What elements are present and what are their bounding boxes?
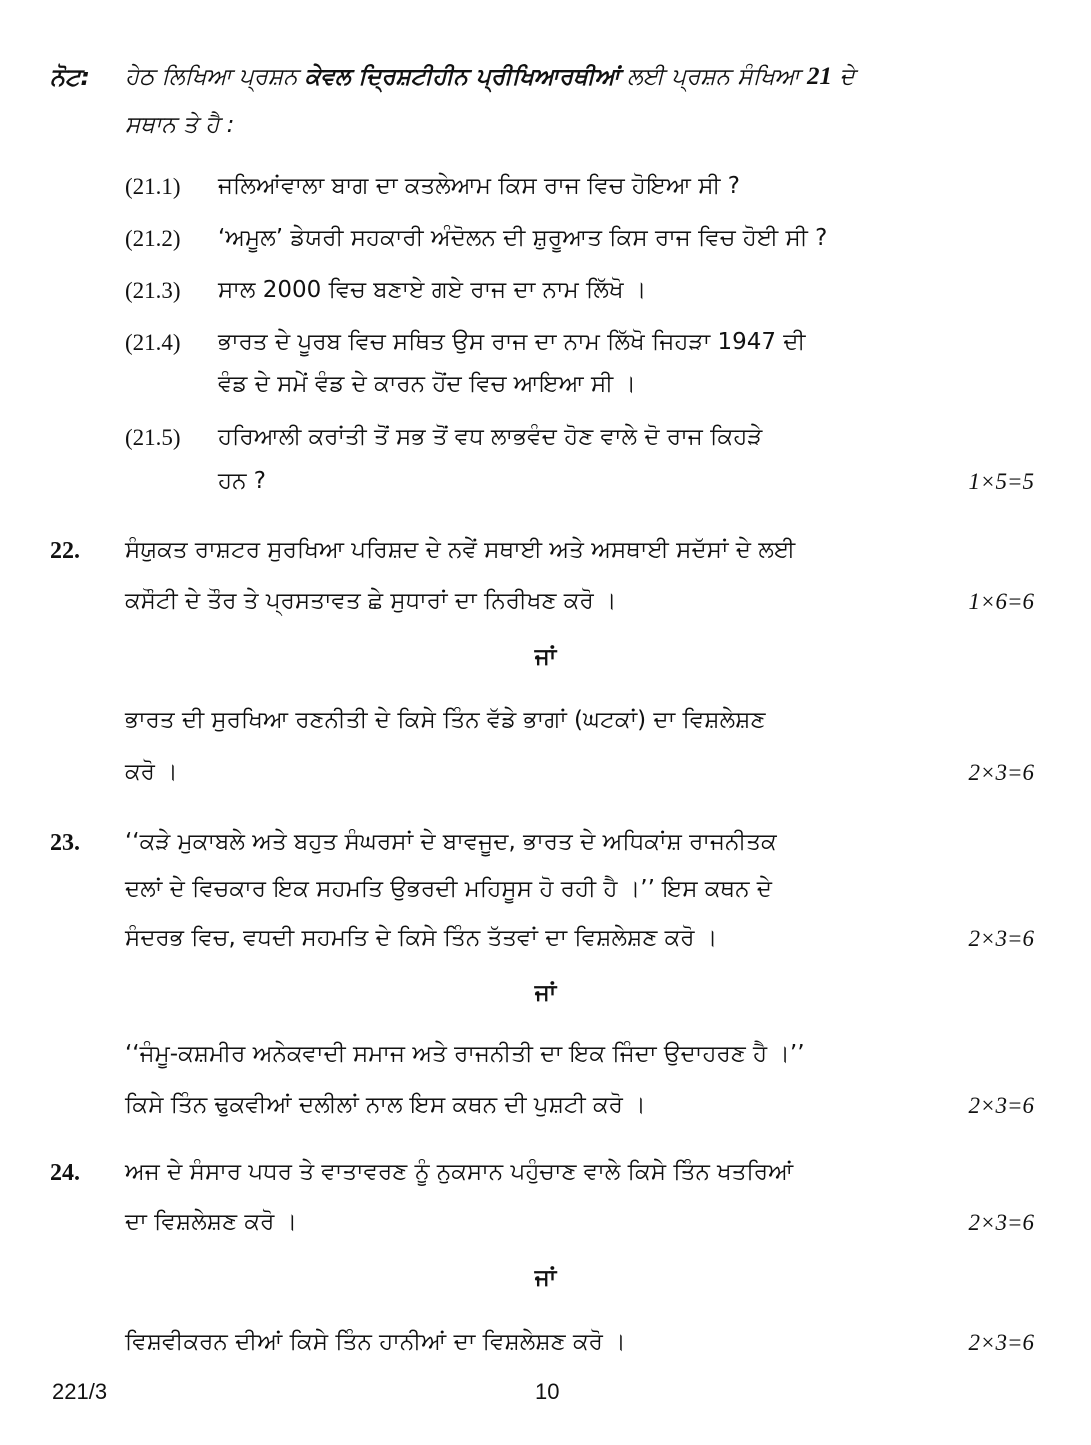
marks: 1×6=6 [968, 589, 1034, 614]
question-number: 22. [50, 538, 80, 564]
marks: 2×3=6 [968, 1093, 1034, 1118]
sub-question-text: ਸਾਲ 2000 ਵਿਚ ਬਣਾਏ ਗਏ ਰਾਜ ਦਾ ਨਾਮ ਲਿੱਖੋ । [218, 277, 647, 303]
alternative-question-text: ‘‘ਜੰਮੂ-ਕਸ਼ਮੀਰ ਅਨੇਕਵਾਦੀ ਸਮਾਜ ਅਤੇ ਰਾਜਨੀਤੀ ਦਾ ਇਕ ਜਿੰਦਾ ਉਦਾਹਰਣ ਹੈ ।’’ [125, 1041, 805, 1067]
marks: 2×3=6 [968, 926, 1034, 951]
question-number: 23. [50, 830, 80, 856]
note-text-part: ਹੇਠ ਲਿਖਿਆ ਪ੍ਰਸ਼ਨ [125, 64, 298, 90]
or-separator: ਜਾਂ [534, 980, 557, 1006]
marks: 2×3=6 [968, 1330, 1034, 1355]
or-separator: ਜਾਂ [534, 1265, 557, 1291]
question-text: ਦਲਾਂ ਦੇ ਵਿਚਕਾਰ ਇਕ ਸਹਮਤਿ ਉਭਰਦੀ ਮਹਿਸੂਸ ਹੋ ਰਹੀ ਹੈ ।’’ ਇਸ ਕਥਨ ਦੇ [125, 876, 773, 902]
alternative-question-text: ਕਰੋ । [125, 759, 178, 785]
note-question-number: 21 [807, 63, 833, 90]
sub-question-text: ਹਰਿਆਲੀ ਕਰਾਂਤੀ ਤੋਂ ਸਭ ਤੋਂ ਵਧ ਲਾਭਵੰਦ ਹੋਣ ਵਾਲੇ ਦੋ ਰਾਜ ਕਿਹੜੇ [218, 424, 763, 450]
alternative-question-text: ਵਿਸ਼ਵੀਕਰਨ ਦੀਆਂ ਕਿਸੇ ਤਿੰਨ ਹਾਨੀਆਂ ਦਾ ਵਿਸ਼ਲੇਸ਼ਣ ਕਰੋ । [125, 1329, 626, 1355]
marks: 2×3=6 [968, 760, 1034, 785]
question-text: ਦਾ ਵਿਸ਼ਲੇਸ਼ਣ ਕਰੋ । [125, 1209, 298, 1235]
question-text: ਕਸੌਟੀ ਦੇ ਤੌਰ ਤੇ ਪ੍ਰਸਤਾਵਤ ਛੇ ਸੁਧਾਰਾਂ ਦਾ ਨਿਰੀਖਣ ਕਰੋ । [125, 588, 617, 614]
marks: 1×5=5 [968, 469, 1034, 494]
alternative-question-text: ਭਾਰਤ ਦੀ ਸੁਰਖਿਆ ਰਣਨੀਤੀ ਦੇ ਕਿਸੇ ਤਿੰਨ ਵੱਡੇ ਭਾਗਾਂ (ਘਟਕਾਂ) ਦਾ ਵਿਸ਼ਲੇਸ਼ਣ [125, 707, 766, 733]
sub-question-number: (21.2) [125, 226, 181, 251]
note-text-part: ਲਈ ਪ੍ਰਸ਼ਨ ਸੰਖਿਆ [627, 64, 800, 90]
sub-question-number: (21.1) [125, 174, 181, 199]
sub-question-text: ਹਨ ? [218, 468, 267, 494]
note-emphasis: ਕੇਵਲ ਦ੍ਰਿਸ਼ਟੀਹੀਨ ਪ੍ਰੀਖਿਆਰਥੀਆਂ [304, 64, 620, 90]
paper-code: 221/3 [52, 1379, 108, 1404]
note-label: ਨੋਟ: [50, 63, 90, 91]
sub-question-number: (21.5) [125, 425, 181, 450]
or-separator: ਜਾਂ [534, 644, 557, 670]
page-number: 10 [535, 1379, 560, 1404]
sub-question-text: ‘ਅਮੂਲ’ ਡੇਯਰੀ ਸਹਕਾਰੀ ਅੰਦੋਲਨ ਦੀ ਸ਼ੁਰੂਆਤ ਕਿਸ ਰਾਜ ਵਿਚ ਹੋਈ ਸੀ ? [218, 225, 828, 251]
note-text-line2: ਸਥਾਨ ਤੇ ਹੈ : [125, 112, 235, 138]
sub-question-number: (21.3) [125, 278, 181, 303]
alternative-question-text: ਕਿਸੇ ਤਿੰਨ ਢੁਕਵੀਆਂ ਦਲੀਲਾਂ ਨਾਲ ਇਸ ਕਥਨ ਦੀ ਪੁਸ਼ਟੀ ਕਰੋ । [125, 1092, 646, 1118]
question-number: 24. [50, 1160, 80, 1186]
question-text: ਸੰਦਰਭ ਵਿਚ, ਵਧਦੀ ਸਹਮਤਿ ਦੇ ਕਿਸੇ ਤਿੰਨ ਤੱਤਵਾਂ ਦਾ ਵਿਸ਼ਲੇਸ਼ਣ ਕਰੋ । [125, 925, 718, 951]
question-text: ‘‘ਕੜੇ ਮੁਕਾਬਲੇ ਅਤੇ ਬਹੁਤ ਸੰਘਰਸਾਂ ਦੇ ਬਾਵਜੂਦ, ਭਾਰਤ ਦੇ ਅਧਿਕਾਂਸ਼ ਰਾਜਨੀਤਕ [125, 829, 777, 855]
sub-question-number: (21.4) [125, 330, 181, 355]
note-text [125, 62, 855, 92]
question-text: ਸੰਯੁਕਤ ਰਾਸ਼ਟਰ ਸੁਰਖਿਆ ਪਰਿਸ਼ਦ ਦੇ ਨਵੇਂ ਸਥਾਈ ਅਤੇ ਅਸਥਾਈ ਸਦੱਸਾਂ ਦੇ ਲਈ [125, 537, 796, 563]
note-text-part: ਦੇ [839, 64, 855, 90]
sub-question-text: ਭਾਰਤ ਦੇ ਪੂਰਬ ਵਿਚ ਸਥਿਤ ਉਸ ਰਾਜ ਦਾ ਨਾਮ ਲਿੱਖੋ ਜਿਹੜਾ 1947 ਦੀ [218, 329, 806, 355]
question-text: ਅਜ ਦੇ ਸੰਸਾਰ ਪਧਰ ਤੇ ਵਾਤਾਵਰਣ ਨੂੰ ਨੁਕਸਾਨ ਪਹੁੰਚਾਣ ਵਾਲੇ ਕਿਸੇ ਤਿੰਨ ਖਤਰਿਆਂ [125, 1159, 794, 1185]
sub-question-text: ਵੰਡ ਦੇ ਸਮੇਂ ਵੰਡ ਦੇ ਕਾਰਨ ਹੋਂਦ ਵਿਚ ਆਇਆ ਸੀ । [218, 371, 637, 397]
sub-question-text: ਜਲਿਆਂਵਾਲਾ ਬਾਗ ਦਾ ਕਤਲੇਆਮ ਕਿਸ ਰਾਜ ਵਿਚ ਹੋਇਆ ਸੀ ? [218, 173, 740, 199]
marks: 2×3=6 [968, 1210, 1034, 1235]
